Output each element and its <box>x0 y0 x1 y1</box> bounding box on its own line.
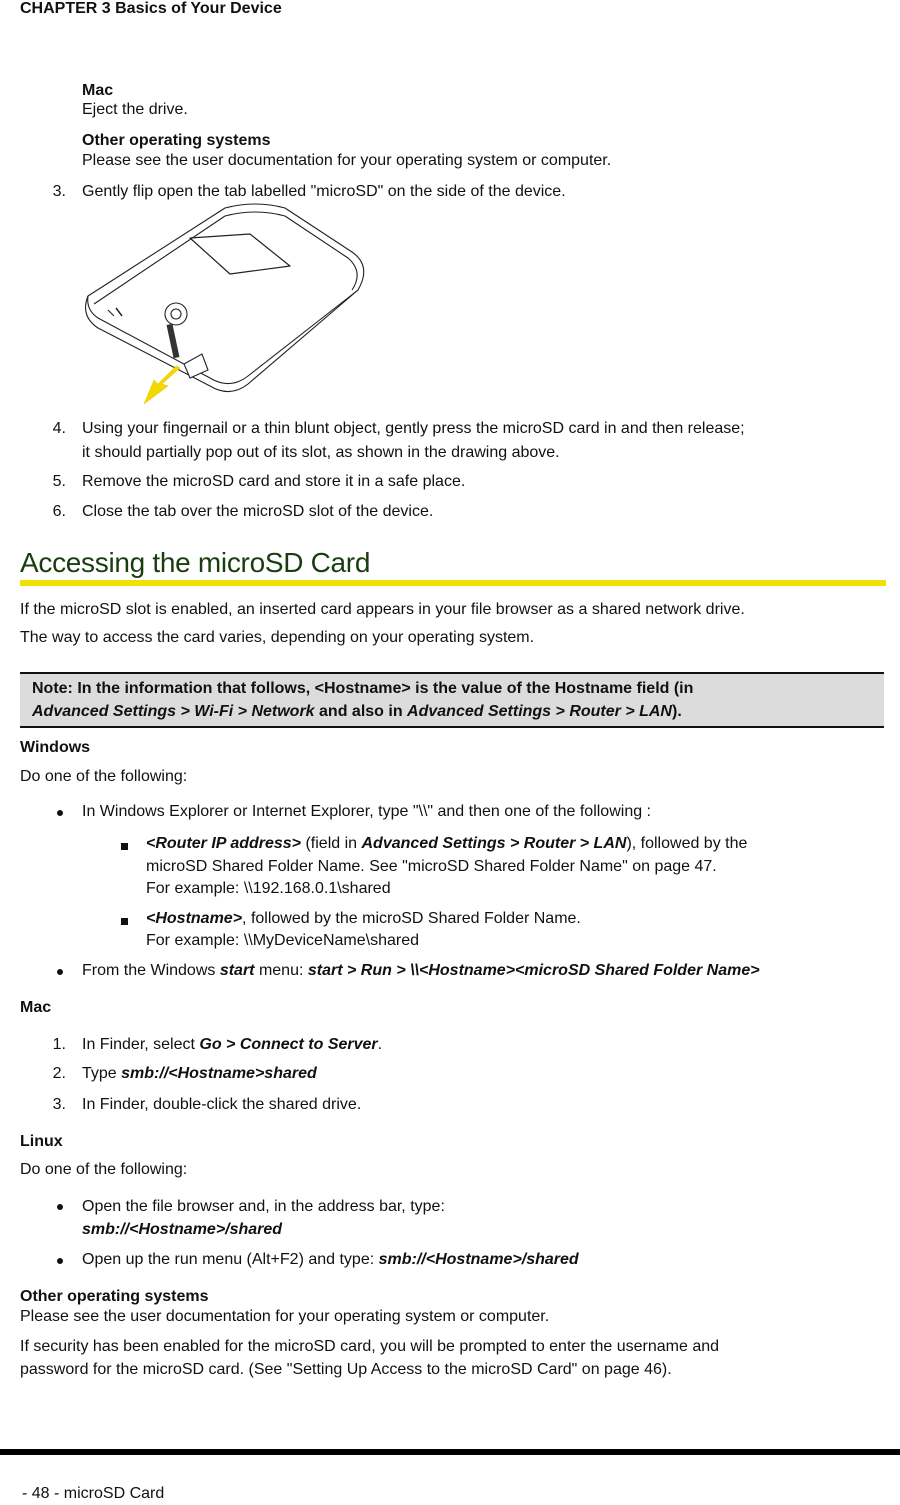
note-path-wifi: Advanced Settings > Wi-Fi > Network <box>32 703 315 720</box>
windows-bullet-1: In Windows Explorer or Internet Explorer, type "\\" and then one of the following : <box>82 803 651 820</box>
step-text <box>82 1034 382 1056</box>
eject-arrow-icon <box>144 366 180 404</box>
bullet-icon <box>57 1204 63 1210</box>
windows-heading: Windows <box>20 739 91 756</box>
square-bullet-icon <box>121 843 128 850</box>
linux-intro: Do one of the following: <box>20 1161 188 1178</box>
windows-intro: Do one of the following: <box>20 768 188 785</box>
windows-sub-2-example: For example: \\MyDeviceName\shared <box>146 932 419 949</box>
linux-run-cmd: smb://<Hostname>/shared <box>378 1251 579 1268</box>
bullet-icon <box>57 969 63 975</box>
step-pre: In Finder, select <box>82 1036 200 1053</box>
other-access-heading: Other operating systems <box>20 1288 209 1305</box>
linux-bullet-2 <box>82 1249 579 1271</box>
step-text: Remove the microSD card and store it in a safe place. <box>82 473 466 490</box>
section-title: Accessing the microSD Card <box>20 547 371 578</box>
chapter-header: CHAPTER 3 Basics of Your Device <box>20 0 282 17</box>
sub1-field-in: (field in <box>301 835 362 852</box>
security-line-1: If security has been enabled for the microSD card, you will be prompted to enter the username and <box>20 1338 720 1355</box>
windows-sub-1-line-2: microSD Shared Folder Name. See "microSD Shared Folder Name" on page 47. <box>146 858 717 875</box>
step-post: . <box>377 1036 383 1053</box>
step-text <box>82 1063 317 1085</box>
note-connector: and also in <box>314 703 408 720</box>
linux-bullet-1: Open the file browser and, in the address bar, type: <box>82 1198 445 1215</box>
hostname-term: <Hostname> <box>146 910 243 927</box>
mac-heading: Mac <box>82 82 114 99</box>
mac-access-heading: Mac <box>20 999 52 1016</box>
linux-run-text: Open up the run menu (Alt+F2) and type: <box>82 1251 379 1268</box>
step-text: Gently flip open the tab labelled "microSD" on the side of the device. <box>82 183 566 200</box>
square-bullet-icon <box>121 918 128 925</box>
footer-rule <box>0 1449 900 1455</box>
other-os-text: Please see the user documentation for your operating system or computer. <box>82 152 612 169</box>
router-ip-term: <Router IP address> <box>146 835 302 852</box>
linux-heading: Linux <box>20 1133 63 1150</box>
bullet-icon <box>57 1258 63 1264</box>
note-line-1: Note: In the information that follows, <Hostname> is the value of the Hostname field (in <box>32 680 694 697</box>
start-term: start <box>219 962 255 979</box>
linux-bullet-1-cmd: smb://<Hostname>/shared <box>82 1221 283 1238</box>
note-line-2 <box>32 701 682 723</box>
step-number: 3. <box>52 183 66 200</box>
intro-line-2: The way to access the card varies, depending on your operating system. <box>20 629 535 646</box>
intro-line-1: If the microSD slot is enabled, an inserted card appears in your file browser as a shared network drive. <box>20 601 745 618</box>
other-access-text: Please see the user documentation for your operating system or computer. <box>20 1308 550 1325</box>
note-end: ). <box>671 703 682 720</box>
windows-bullet-2 <box>82 960 760 982</box>
sub2-followed: , followed by the microSD Shared Folder Name. <box>242 910 581 927</box>
step-bold: smb://<Hostname>shared <box>121 1065 317 1082</box>
section-underline <box>20 580 886 586</box>
device-illustration <box>80 200 370 415</box>
step-number: 3. <box>52 1096 66 1113</box>
step-number: 6. <box>52 503 66 520</box>
bullet-icon <box>57 810 63 816</box>
note-path-router: Advanced Settings > Router > LAN <box>407 703 672 720</box>
windows-sub-2 <box>146 908 581 930</box>
other-os-heading: Other operating systems <box>82 132 271 149</box>
step-text-cont: it should partially pop out of its slot, as shown in the drawing above. <box>82 444 560 461</box>
windows-sub-1 <box>146 833 747 855</box>
sub1-followed: ), followed by the <box>626 835 748 852</box>
security-line-2: password for the microSD card. (See "Setting Up Access to the microSD Card" on page 46). <box>20 1361 672 1378</box>
step-text: Using your fingernail or a thin blunt object, gently press the microSD card in and then release; <box>82 420 745 437</box>
step-pre: Type <box>82 1065 122 1082</box>
note-box <box>20 672 884 728</box>
mac-text: Eject the drive. <box>82 101 188 118</box>
step-number: 2. <box>52 1065 66 1082</box>
step-number: 4. <box>52 420 66 437</box>
step-text: Close the tab over the microSD slot of the device. <box>82 503 434 520</box>
page-footer: - 48 - microSD Card <box>22 1485 165 1502</box>
windows-sub-1-example: For example: \\192.168.0.1\shared <box>146 880 391 897</box>
run-command: start > Run > \\<Hostname><microSD Shared Folder Name> <box>307 962 760 979</box>
router-lan-path: Advanced Settings > Router > LAN <box>361 835 627 852</box>
step-number: 5. <box>52 473 66 490</box>
step-number: 1. <box>52 1036 66 1053</box>
step-text: In Finder, double-click the shared drive. <box>82 1096 362 1113</box>
bullet2-menu: menu: <box>254 962 308 979</box>
step-bold: Go > Connect to Server <box>199 1036 378 1053</box>
bullet2-from: From the Windows <box>82 962 220 979</box>
